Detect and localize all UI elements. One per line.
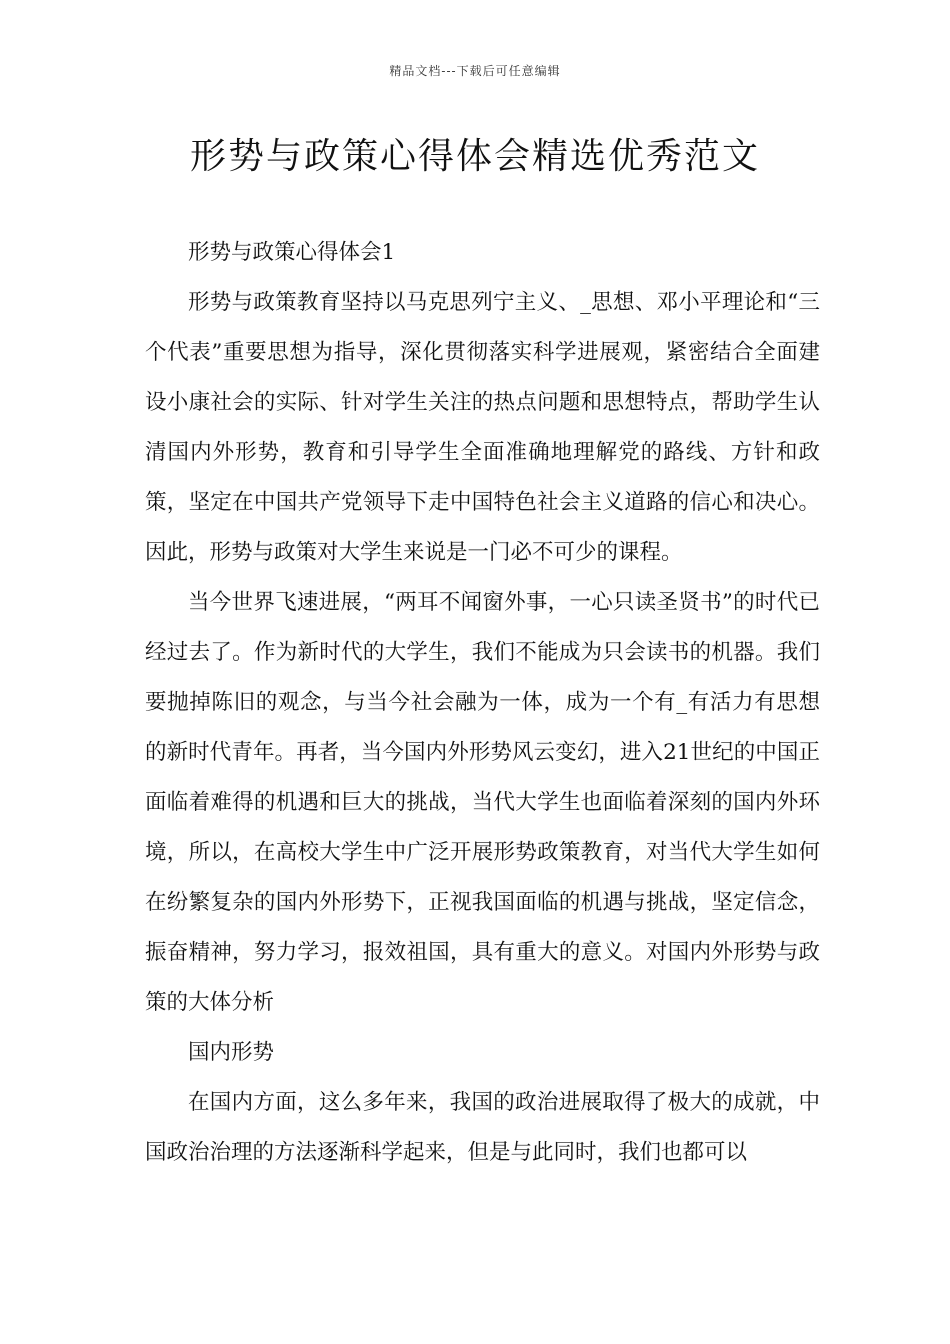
- section-heading: 形势与政策心得体会1: [188, 240, 396, 265]
- page-header: 精品文档---下载后可任意编辑: [389, 64, 561, 78]
- body-paragraph: 形势与政策教育坚持以马克思列宁主义、_思想、邓小平理论和“三个代表”重要思想为指导，深化贯彻落实科学进展观，紧密结合全面建设小康社会的实际、针对学生关注的热点问题和思想特点，帮助学生认清国内外形势，教育和引导学生全面准确地理解党的路线、方针和政策，坚定在中国共产党领导下走中国特色社会主义道路的信心和决心。因此，形势与政策对大学生来说是一门必不可少的课程。: [145, 290, 820, 565]
- document-body: [145, 228, 820, 1178]
- document-title: 形势与政策心得体会精选优秀范文: [189, 136, 760, 177]
- body-paragraph: 在国内方面，这么多年来，我国的政治进展取得了极大的成就，中国政治治理的方法逐渐科学起来，但是与此同时，我们也都可以: [145, 1090, 820, 1165]
- body-paragraph: 当今世界飞速进展，“两耳不闻窗外事，一心只读圣贤书”的时代已经过去了。作为新时代的大学生，我们不能成为只会读书的机器。我们要抛掉陈旧的观念，与当今社会融为一体，成为一个有_有活力有思想的新时代青年。再者，当今国内外形势风云变幻，进入21世纪的中国正面临着难得的机遇和巨大的挑战，当代大学生也面临着深刻的国内外环境，所以，在高校大学生中广泛开展形势政策教育，对当代大学生如何在纷繁复杂的国内外形势下，正视我国面临的机遇与挑战，坚定信念，振奋精神，努力学习，报效祖国，具有重大的意义。对国内外形势与政策的大体分析: [145, 590, 820, 1015]
- section-heading: 国内形势: [188, 1040, 275, 1065]
